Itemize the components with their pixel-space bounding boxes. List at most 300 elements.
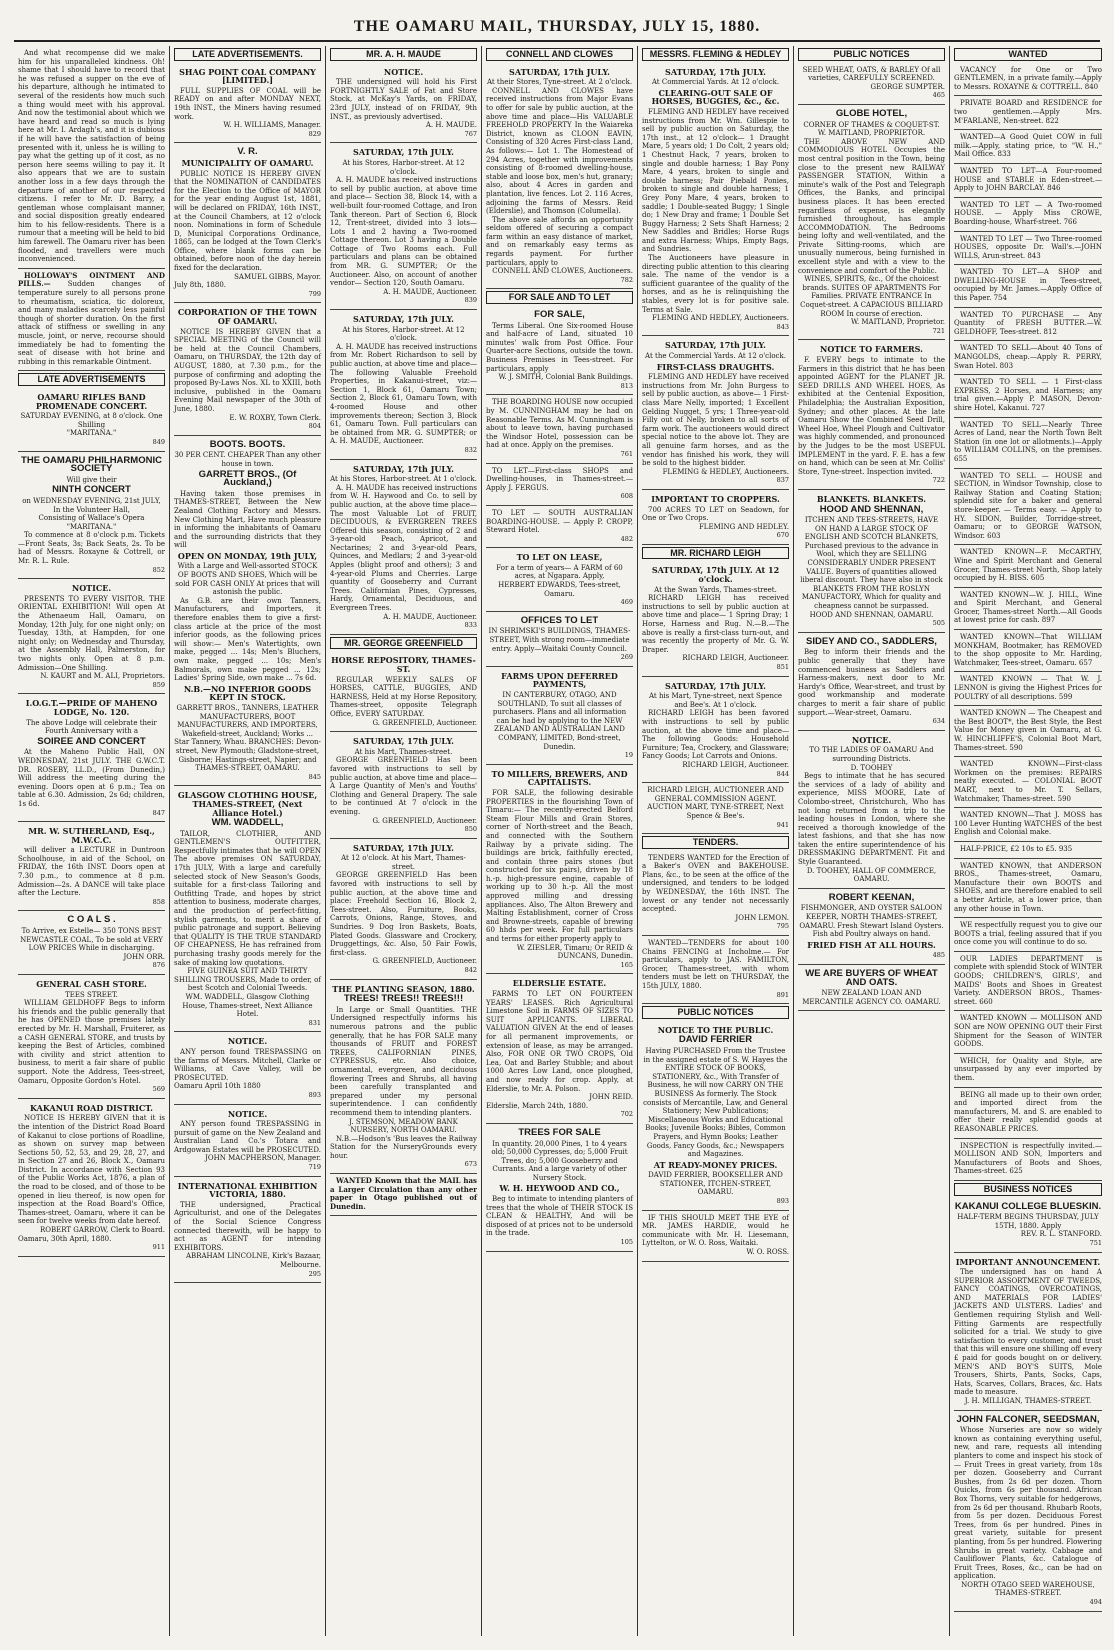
offices-heading: OFFICES TO LET xyxy=(520,614,599,626)
leigh-agent-ad xyxy=(642,783,789,834)
maude-notice-text: THE undersigned will hold his First FORTNIGHTLY SALE of Fat and Store Stock, at McKay's Yards, on FRIDAY, 23rd JULY, instead of on FRIDAY, 9th INST., as previously advertised. xyxy=(330,78,477,121)
cash-store-street: TEES STREET. xyxy=(65,990,118,999)
ferrier-name: DAVID FERRIER xyxy=(678,1034,753,1046)
ad-number: 465 xyxy=(932,91,945,100)
column-5 xyxy=(638,46,794,1636)
ad-number: 893 xyxy=(776,1197,789,1206)
sale-place: At the Swan Yards, Thames-street. xyxy=(654,585,777,594)
maude-signature: A. H. MAUDE. xyxy=(425,121,477,130)
sidey-name: SIDEY AND CO., SADDLERS, xyxy=(806,635,937,647)
elderslie-ad xyxy=(486,974,633,1124)
kakanui-college-ad xyxy=(954,1198,1102,1253)
garrett-text: Having taken those premises in THAMES-STREET, Between the New Zealand Clothing Factory and Messrs. New Clothing Mart, Have much pleasure in informing the inhabitants of Oamaru and the surrounding districts that they will xyxy=(174,489,321,550)
sale-place: At his Stores, Harbor-street. At 12 o'clock. xyxy=(342,325,465,343)
farms-text: IN CANTERBURY, OTAGO, AND SOUTHLAND, To suit all classes of purchasers. Plans and all information can be had by applying to the NEW ZEALAND AND AUSTRALIAN LAND COMPANY, LIMITED, Bond-street, Dunedin. xyxy=(492,691,627,751)
leigh-sale-1 xyxy=(642,561,789,676)
wanted-list xyxy=(954,63,1102,1181)
glasgow-signature: WM. WADDELL, Glasgow Clothing House, Thames-street, Next Alliance Hotel. xyxy=(182,992,313,1019)
ad-number: 482 xyxy=(620,534,633,543)
ad-number: 941 xyxy=(776,820,789,829)
ad-number: 19 xyxy=(624,751,633,760)
seed-signature: GEORGE SUMPTER. xyxy=(870,82,945,91)
cash-store-text: WILLIAM GELDHOFF Begs to inform his friends and the public generally that he has OPENED those premises lately erected by Mr. H. Marshall, Fruiterer, as a CASH GENERAL STORE, and trusts by keeping the Best of Articles, combined with civility and strict attention to business, to merit a fair share of public support. Note the Address, Tees-street, Oamaru, Opposite Gordon's Hotel. xyxy=(18,999,165,1085)
lease-heading: TO LET ON LEASE, xyxy=(516,552,603,563)
farmers-heading: NOTICE TO FARMERS. xyxy=(820,344,923,355)
trespass-text: ANY person found TRESPASSING in pursuit of game on the New Zealand and Australian Land Co.'s Totara and Ardgowan Estates will be PROSECUTED. xyxy=(174,1120,321,1154)
corporation-signature: E. W. ROXBY, Town Clerk. xyxy=(229,413,321,422)
trees-text-2: Beg to intimate to intending planters of trees that the whole of THEIR STOCK IS CLEAN & HEALTHY, And will be disposed of at prices not to be undersold in the trade. xyxy=(486,1195,633,1238)
masthead: THE OAMARU MAIL, THURSDAY, JULY 15, 1880. xyxy=(14,14,1100,42)
hardie-notice xyxy=(642,1211,789,1262)
garrett-prices: As G.B. are their own Tanners, Manufacturers, and Importers, it therefore enables them to give a first-class article at the price of the most inferior goods, as the following prices will show:— Men's Watertights, own make, pegged ... 14s; Men's Bluchers, own make, pegged ... 10s; Men's Balmorals, own make pegged ... 12s; Ladies' Spring Side, own make ... 7s 6d. xyxy=(174,596,321,683)
section-public-notices-2: PUBLIC NOTICES xyxy=(798,48,945,61)
oriental-exhibition-ad xyxy=(18,579,165,694)
municipality-date: July 8th, 1880. xyxy=(174,281,226,290)
sale-text: RICHARD LEIGH has received instructions to sell by public auction at above time and place— 1 Spring Dray; 1 Horse, Harness and Rug. N.—B.—The above is really a first-class turn-out, and was recently the property of Mr. G. W. Draper. xyxy=(642,594,789,654)
sale-date: SATURDAY, 17th JULY. At 12 o'clock. xyxy=(651,565,780,585)
to-let-text: TO LET — SOUTH AUSTRALIAN BOARDING-HOUSE. — Apply P. CROPP, Steward Hotel. xyxy=(486,508,633,535)
intl-text: THE undersigned, Practical Agriculturist, and one of the Delegates of the Social Science Congress connected therewith, will be happy to act as AGENT for intending EXHIBITORS. xyxy=(174,1200,321,1252)
letter-article xyxy=(18,46,165,269)
ladies-text: TO THE LADIES OF OAMARU And surrounding Districts. xyxy=(809,746,934,763)
ferrier-sub: NOTICE TO THE PUBLIC. xyxy=(657,1024,774,1035)
iogt-heading: I.O.G.T.—PRIDE OF MAHENO LODGE, No. 120. xyxy=(25,698,158,717)
to-let-ad-2 xyxy=(486,506,633,548)
cash-store-ad xyxy=(18,975,165,1099)
planting-signature: J. STEMSON, MEADOW BANK NURSERY, NORTH OAMARU. xyxy=(349,1117,458,1135)
trespass-signature: JOHN MACPHERSON, Manager. xyxy=(205,1154,321,1163)
section-leigh: MR. RICHARD LEIGH xyxy=(642,547,789,560)
offices-ad xyxy=(486,612,633,667)
ad-number: 673 xyxy=(464,1160,477,1169)
college-signature: REV. R. L. STANFORD. xyxy=(1020,1230,1102,1239)
sale-text: A. H. MAUDE has received instructions to sell by public auction, at above time and place— Section 38, Block 14, with a well-built four-roomed Cottage, and Iron Tank thereon. Part of Section 6, Block 12, Trent-street, divided into 3 lots— Lots 1 and 2 having a Two-roomed Cottage thereon. Lot 3 having a Double Cottage of Two Rooms each. Full particulars and plans can be obtained from MR. G. SUMPTER; Or the Auctioneer. Also, on account of another vendor— Section 120, South Oamaru. xyxy=(330,176,477,288)
glasgow-text: TAILOR, CLOTHIER, AND GENTLEMEN'S OUTFITTER, Respectfully intimates that he will OPEN The above premises ON SATURDAY, 17th JULY, With a large and carefully selected stock of New Season's Goods, suitable for a first-class Tailoring and Outfitting Trade, and hopes by strict attention to business, moderate charges, and the production of perfect-fitting, stylish garments, to merit a share of public patronage and support. Believing that QUALITY IS THE TRUE STANDARD OF CHEAPNESS, He has refrained from purchasing trashy goods merely for the sake of making low quotations. xyxy=(174,829,321,967)
glasgow-suit: FIVE GUINEA SUIT AND THIRTY SHILLING TROUSERS, Made to order, of best Scotch and Colonial Tweeds. xyxy=(174,967,321,993)
ladies-name: D. TOOHEY xyxy=(850,763,893,772)
ferrier-text: Having PURCHASED From the Trustee in the assigned estate of S. W. Hayes the ENTIRE STOCK OF BOOKS, STATIONERY, &c., With Transfer of Business, he will now CARRY ON THE BUSINESS As formerly. The Stock consists of Mercantile, Law, and General Stationery; New Publications; Miscellaneous Works and Educational Books; Juvenile Books; Bibles, Common Prayers, and Hymn Books; Leather Goods, Fancy Goods, &c.; Newspapers and Magazines. xyxy=(643,1046,788,1159)
maude-sale-2 xyxy=(330,310,477,460)
greenfield-sale-1 xyxy=(330,732,477,839)
to-let-ad xyxy=(486,464,633,506)
coals-signature: JOHN ORR. xyxy=(123,952,165,961)
blankets-name: HOOD AND SHENNAN, xyxy=(819,503,924,515)
trees-for-sale-ad xyxy=(486,1124,633,1252)
philharmonic-heading: THE OAMARU PHILHARMONIC SOCIETY xyxy=(21,454,162,475)
ladies-heading: NOTICE. xyxy=(851,734,892,745)
globe-signature: W. MAITLAND, Proprietor. xyxy=(850,318,945,327)
shag-text: FULL SUPPLIES OF COAL will be READY on and after MONDAY NEXT, 19th INST., the Miners having resumed work. xyxy=(174,86,321,121)
cash-store-heading: GENERAL CASH STORE. xyxy=(36,979,147,989)
corporation-text: NOTICE IS HEREBY GIVEN that a SPECIAL MEETING of the Council will be held at the Council Chambers, Oamaru, on THURSDAY, the 12th day of AUGUST, 1880, at 7.30 p.m., for the purpose of confirming and adopting the proposed By-Laws Nos. XL to XXIII, both inclusive, published in the Oamaru Evening Mail newspaper of the 30th of June, 1880. xyxy=(174,327,321,413)
offices-text: IN SHRIMSKI'S BUILDINGS, THAMES-STREET, With strong room—immediate entry. Apply—Waitaki County Council. xyxy=(488,627,631,653)
ad-number: 105 xyxy=(620,1238,633,1247)
globe-address: CORNER OF THAMES & COQUET-ST. xyxy=(803,120,940,129)
wanted-item: WHICH, for Quality and Style, are unsurpassed by any ever imported by them. xyxy=(954,1054,1102,1088)
planting-trees: TREES! TREES!! TREES!!! xyxy=(343,993,464,1005)
glasgow-clothing-ad xyxy=(174,786,321,1032)
wanted-item: WANTED—A Good Quiet COW in full milk.—Apply, stating price, to "W. H.," Mail Office. 833 xyxy=(954,130,1102,164)
sale-date: SATURDAY, 17th JULY. xyxy=(353,147,454,158)
millers-text: FOR SALE, the following desirable PROPERTIES in the flourishing Town of Timaru:— The recently-erected Belford Steam Flour Mills and Grain Stores, corner of North-street and the Beach, and connected with the Southern Railway by a private siding. The buildings are brick, faithfully erected, and contain three pairs stones (but constructed for six pairs), driven by 18 h.-p. high-pressure engine, capable of working up to 30 h.-p. All the most approved milling and dressing appliances. Also, The Alton Brewery and Malting Establishment, corner of Cross and Browne-streets, capable of brewing 60 hhds per week. For full particulars and terms for either property apply to xyxy=(486,788,633,944)
maude-notice-heading: NOTICE. xyxy=(383,66,424,77)
rifles-show: "MARITANA." xyxy=(66,429,117,438)
sale-signature: G. GREENFIELD, Auctioneer. xyxy=(372,957,477,966)
greenfield-sale-2 xyxy=(330,839,477,980)
milligan-text: The undersigned has on hand A SUPERIOR ASSORTMENT OF TWEEDS, FANCY COATINGS, OVERCOATINGS, AND MATERIALS FOR LADIES' JACKETS AND ULSTERS. Ladies' and Gentlemen requiring Stylish and Well-Fitting Garments are respectfully solicited for a trial. We study to give satisfaction to every customer, and trust that this will ensure one shilling off every £ paid for goods bought on or delivery. MEN'S AND BOY'S SUITS, Mole Trousers, Shirts, Pants, Socks, Caps, Hats, Scarves, Collars, Braces, &c. Hats made to measure. xyxy=(954,1268,1102,1397)
boarding-house-ad xyxy=(486,395,633,463)
farmers-text: F. EVERY begs to intimate to the Farmers in this district that he has been appointed AGENT for the PLANET JR. SEED DRILLS AND WHEEL HOES, As exhibited at the Centenial Exposition, Philadelphia; the Australian Exposition, Sydney; and other places. At the late Oamaru Show the Combined Seed Drill, Wheel Hoe, Wheel Plough and Cultivator was highly commended, and pronounced by the Judges to be the most USEFUL IMPLEMENT in the yard. F. E. has a few on hand, which can be seen at Mr. Collis' Store, Tyne-street. Inspection invited. xyxy=(798,356,945,476)
ladies-notice-ad xyxy=(798,731,945,889)
wanted-item: PRIVATE BOARD and RESIDENCE for two gentlemen.—Apply Mrs. M'FARLANE, Nen-street. 822 xyxy=(954,96,1102,130)
wanted-item: VACANCY for One or Two GENTLEMEN, in a private family.—Apply to Messrs. ROXAYNE & COTTRELL. 840 xyxy=(954,63,1102,97)
sale-place: At their Stores, Tyne-street. At 2 o'clock. xyxy=(486,78,633,87)
buyers-ad xyxy=(798,965,945,1011)
ad-number: 845 xyxy=(308,772,321,781)
tender-text: TENDERS WANTED for the Erection of a Baker's OVEN and BAKEHOUSE. Plans, &c., to be seen at the office of the undersigned, and tenders to be lodged by WEDNESDAY, the 16th INST. The lowest or any tender not necessarily accepted. xyxy=(642,853,789,914)
glasgow-heading: GLASGOW CLOTHING HOUSE, THAMES-STREET, (Next Alliance Hotel.) xyxy=(177,790,318,818)
trespass-ad-2 xyxy=(174,1105,321,1177)
ad-number: 876 xyxy=(152,961,165,970)
section-fleming: MESSRS. FLEMING & HEDLEY xyxy=(642,48,789,61)
kakanui-road-ad xyxy=(18,1099,165,1257)
corporation-ad xyxy=(174,303,321,435)
for-sale-ad xyxy=(486,306,633,395)
connell-sale xyxy=(486,63,633,290)
for-sale-signature: W. J. SMITH, Colonial Bank Buildings. xyxy=(498,373,633,382)
buyers-signature: NEW ZEALAND LOAN AND MERCANTILE AGENCY CO. OAMARU. xyxy=(802,989,941,1006)
boarding-text: THE BOARDING HOUSE now occupied by M. CUNNINGHAM may be had on Reasonable Terms. As M. Cunningham is about to leave town, having purchased the Windsor Hotel, possession can be had at once. Apply on the premises. xyxy=(486,398,633,450)
ad-number: 767 xyxy=(464,129,477,138)
sale-date: SATURDAY, 17th JULY. xyxy=(509,66,610,77)
ad-number: 893 xyxy=(308,1090,321,1099)
ad-number: 833 xyxy=(464,621,477,630)
elderslie-signature: JOHN REID. xyxy=(589,1093,633,1102)
keenan-fried-fish: FRIED FISH AT ALL HOURS. xyxy=(807,939,936,950)
blankets-signature: HOOD AND SHENNAN, OAMARU. xyxy=(809,610,934,619)
coals-heading: C O A L S . xyxy=(67,914,116,926)
coals-text: To Arrive, ex Estelle— 350 TONS BEST NEWCASTLE COAL, To be sold at VERY LOW PRICES While in discharging. xyxy=(20,927,163,953)
ad-number: 832 xyxy=(464,445,477,454)
trespass-heading: NOTICE. xyxy=(227,1108,268,1119)
wanted-item: WANTED TO SELL — HOUSE and SECTION, in Windsor Township, close to Railway Station and Coating Station; splendid site for a baker and general store-keeper. — Terms easy. — Apply to HY. SIDON, Builder, Torridge-street, Oamaru; or to GEORGE WATSON, Windsor. 603 xyxy=(954,469,1102,546)
columns xyxy=(14,46,1100,1636)
ad-number: 847 xyxy=(152,808,165,817)
holloway-text: Sudden changes of temperature surely to all persons prone to rheumatism, sciatica, tic doloreux, and many maladies scarcely less painful though of shorter duration. On the first attack of stiffness or swelling in any muscle, joint, or nerve, recourse should immediately be had to fomenting the seat of disease with hot brine and rubbing in this remarkable Ointment. xyxy=(18,280,165,366)
corporation-heading: CORPORATION OF THE TOWN OF OAMARU. xyxy=(177,307,318,327)
kakanui-heading: KAKANUI ROAD DISTRICT. xyxy=(30,1102,153,1113)
ferrier-ad xyxy=(642,1021,789,1211)
wanted-item: WANTED KNOWN—F. McCARTHY, Wine and Spirit Merchant and General Grocer, Thames-street North, Shop lately occupied by H. BISS. 605 xyxy=(954,545,1102,587)
ladies-signature: D. TOOHEY, HALL OF COMMERCE, OAMARU. xyxy=(806,866,937,884)
circulation-text: WANTED Known that the MAIL has a Larger Circulation than any other paper in Otago published out of Dunedin. xyxy=(330,1176,477,1211)
section-tenders: TENDERS. xyxy=(642,836,789,849)
sale-text: CONNELL AND CLOWES have received instructions from Major Evans to offer for sale by public auction, at the above time and place—His VALUABLE FREEHOLD PROPERTY In the Waiareka District, known as CLOON EAVIN, Consisting of 320 Acres First-class Land, As follows:— Lot 1. The Homestead of 294 Acres, together with improvements consisting of 8-roomed dwelling-house, stable and loose box, men's hut, granary; also, about 4 Acres in garden and plantation, live fences. Lot 2. 116 Acres, adjoining the farms of Messrs. Reid (Elderslie), and Thomson (Columella). xyxy=(486,86,633,216)
garrett-signature: GARRETT BROS., TANNERS, LEATHER MANUFACTURERS, BOOT MANUFACTURERS, AND IMPORTERS, Wakefield-street, Auckland; Works ... Star Tannery, Whau. BRANCHES: Devon-street, New Plymouth; Gladstone-street, Gisborne; Hastings-street, Napier; and THAMES-STREET, OAMARU. xyxy=(174,703,321,773)
wanted-item: WANTED KNOWN — That W. J. LENNON is giving the Highest Prices for POULTRY of all descriptions. 599 xyxy=(954,672,1102,706)
holloway-ad xyxy=(18,269,165,372)
croppers-signature: FLEMING AND HEDLEY. xyxy=(698,522,789,531)
wanted-item: WANTED TO LET — A Two-roomed HOUSE. — Apply Miss CROWE, Boarding-house, Wharf-street. 766 xyxy=(954,198,1102,232)
planting-heading: THE PLANTING SEASON, 1880. xyxy=(332,983,475,994)
municipality-heading: MUNICIPALITY OF OAMARU. xyxy=(181,157,314,168)
croppers-text: 700 ACRES TO LET on Seadown, for One or Two Crops. xyxy=(642,505,789,523)
philharmonic-concert: NINTH CONCERT xyxy=(52,484,131,496)
sale-date: SATURDAY, 17th JULY. xyxy=(353,314,454,325)
falconer-text: Whose Nurseries are now so widely known as containing everything useful, new, and rare, requests all intending planters to come and inspect his stock of— Fruit Trees in great variety, from 18s per dozen. Gooseberry and Currant Bushes, from 2s 6d per dozen. Thorn Quicks, from 6s per thousand. African Box Thorns, very suitable for hedgerows, from 2s 6d per thousand. Rhubarb Roots, from 5s per dozen. Deciduous Forest Trees, from 6s per hundred. Pines in great variety, suitable for present planting, from 5s per hundred. Flowering Shrubs in great variety. Cabbage and Cauliflower Plants, &c. Catalogue of Fruit Trees, Roses, &c., can be had on application. xyxy=(954,1426,1102,1581)
ad-number: 859 xyxy=(152,680,165,689)
philharmonic-line: Will give their xyxy=(66,475,117,484)
leigh-agent-text: RICHARD LEIGH, AUCTIONEER AND GENERAL COMMISSION AGENT. AUCTION MART, TYNE-STREET, Next Spence & Bee's. xyxy=(647,786,784,820)
garrett-bros-ad xyxy=(174,436,321,787)
section-connell: CONNELL AND CLOWES xyxy=(486,48,633,61)
boots-heading: BOOTS. BOOTS. xyxy=(209,438,286,450)
kakanui-date: Oamaru, 30th April, 1880. xyxy=(18,1234,112,1243)
college-heading: KAKANUI COLLEGE BLUESKIN. xyxy=(954,1200,1102,1212)
wanted-item: WANTED TO LET—A SHOP and DWELLING-HOUSE in Tees-street, occupied by Mr. James.—Apply Office of this Paper. 754 xyxy=(954,265,1102,307)
lecture-heading: MR. W. SUTHERLAND, Esq., M.W.C.C. xyxy=(28,826,155,845)
coals-ad xyxy=(18,911,165,975)
philharmonic-line: Consisting of Wallace's Opera "MARITANA." xyxy=(38,514,145,531)
sale-text: RICHARD LEIGH has been favored with instructions to sell by public auction, at the above time and place—The following Goods: Household Furniture; Tea, Crockery, and Glassware; Fancy Goods; Lot Carrots and Onions. xyxy=(642,709,789,761)
iogt-text: The above Lodge will celebrate their Fourth Anniversary with a xyxy=(26,718,157,736)
planting-note: N.B.—Hodson's 'Bus leaves the Railway Station for the NurseryGrounds every hour. xyxy=(330,1134,477,1160)
ad-number: 858 xyxy=(152,897,165,906)
lecture-text: will deliver a LECTURE in Duntroon Schoolhouse, in aid of the School, on FRIDAY, the 16th INST. Doors open at 7.30 p.m., to commence at 8 p.m. Admission—2s. A DANCE will take place after the Lecture. xyxy=(18,846,165,898)
ad-number: 721 xyxy=(932,326,945,335)
ad-number: 843 xyxy=(776,322,789,331)
blankets-ad xyxy=(798,490,945,633)
sale-signature: CONNELL AND CLOWES, Auctioneers. xyxy=(492,267,633,276)
ad-number: 719 xyxy=(308,1163,321,1172)
rifles-ad xyxy=(18,388,165,452)
wanted-item: WANTED TO SELL—Nearly Three Acres of Land, near the North Town Belt Station (in one lot or allotments.)—Apply to WILLIAM COLLINS, on the premises. 655 xyxy=(954,418,1102,469)
lecture-ad xyxy=(18,822,165,911)
municipality-ad xyxy=(174,143,321,303)
ad-number: 722 xyxy=(932,476,945,485)
farmers-notice-ad xyxy=(798,340,945,490)
globe-hotel-ad xyxy=(798,105,945,340)
philharmonic-line: on WEDNESDAY EVENING, 21st JULY, In the Volunteer Hall, xyxy=(22,496,161,514)
ad-number: 829 xyxy=(308,129,321,138)
international-exhibition-ad xyxy=(174,1177,321,1284)
letter-text: And what recompense did we make him for his unparalleled kindness. Oh! shame that I should have to record that he was refused a supper on the eve of his departure, although he intimated to several of the residents how much such a thing would meet with his approval. And now the testimonial about which we have heard and read so much is lying here at Mr. I. Ardagh's, and it is dubious if he will have the satisfaction of being presented with it, unless he is willing to pay what the getting up of it cost, as no person here seems willing to pay it. It also appears that we are to sustain another loss in a few days through the departure of another of our respected citizens. I refer to Mr. D. Barry, a gentleman whose complaisant manner, and social disposition greatly endeared him to his fellow-residents. There is a rumour that a meeting will be held to bid him farewell. The Oamaru river has been flooded, and travellers were much inconvenienced. xyxy=(18,49,165,264)
shag-signature: W. H. WILLIAMS, Manager. xyxy=(223,121,321,130)
tender-text: WANTED—TENDERS for about 100 Chains FENCING at Incholme.— For particulars, apply to JAS. FAMILTON, Grocer, Thames-street, with whom tenders must be lett on THURSDAY, the 15th JULY, 1880. xyxy=(642,939,789,990)
fleming-sale-2 xyxy=(642,336,789,490)
ad-number: 751 xyxy=(1089,1238,1102,1247)
iogt-soiree: SOIREE AND CONCERT xyxy=(37,735,146,747)
wanted-item: WE respectfully request you to give our BOOTS a trial, feeling assured that if you once come you will continue to do so. xyxy=(954,918,1102,952)
ad-number: 295 xyxy=(308,1269,321,1278)
ad-number: 842 xyxy=(464,966,477,974)
column-6 xyxy=(794,46,950,1636)
ad-number: 761 xyxy=(620,449,633,458)
falconer-ad xyxy=(954,1411,1102,1612)
kakanui-signature: ROBERT GARROW, Clerk to Board. xyxy=(39,1226,165,1235)
ad-number: 837 xyxy=(776,476,789,485)
sale-signature: G. GREENFIELD, Auctioneer. xyxy=(372,816,477,825)
intl-heading: INTERNATIONAL EXHIBITION VICTORIA, 1880. xyxy=(177,1180,318,1200)
sidey-text: Beg to inform their friends and the public generally that they have commenced business as Saddlers and Harness-makers, next door to Mr. Hardy's Office, Wear-street, and trust by good workmanship and moderate charges to merit a fair share of public support.—Wear-street, Oamaru. xyxy=(798,648,945,717)
sale-signature: FLEMING & HEDLEY, Auctioneers. xyxy=(662,467,789,476)
wanted-item: WANTED TO LET — Two Three-roomed HOUSES, opposite Dr. Wall's.—JOHN WILLS, Arun-street. 843 xyxy=(954,232,1102,266)
section-for-sale: FOR SALE AND TO LET xyxy=(486,291,633,304)
column-3 xyxy=(326,46,482,1636)
garrett-open: OPEN ON MONDAY, 19th JULY, xyxy=(177,550,318,561)
ad-number: 804 xyxy=(308,422,321,431)
sale-date: SATURDAY, 17th JULY. xyxy=(353,736,454,747)
rifles-heading: OAMARU RIFLES BAND PROMENADE CONCERT. xyxy=(35,391,148,411)
philharmonic-ad xyxy=(18,452,165,580)
garrett-note: N.B.—NO INFERIOR GOODS KEPT IN STOCK. xyxy=(183,683,312,703)
trespass-text: ANY person found TRESPASSING on the farms of Messrs. Mitchell, Clarke or Williams, at Cave Valley, will be PROSECUTED. xyxy=(174,1047,321,1082)
ad-number: 795 xyxy=(776,922,789,931)
sale-text: A. H. MAUDE has received instructions from W. H. Haywood and Co. to sell by public auction, at the above time place—The most Valuable Lot of FRUIT, DECIDUOUS, & EVERGREEN TREES Offered this season, consisting of 2 and 3-year-old Peach, Apricot, and Nectarines; 2 and 3-year-old Pears, Quinces, and Medlars; 2 and 3-year-old Apples (blight proof and others); 3 and 4-year-old Plums and Cherries. Large quantity of Gooseberry and Currant Trees. Californian Pines, Cypresses, Hardy, Ornamental, Deciduous, and Evergreen Trees. xyxy=(330,483,477,613)
wanted-item: WANTED TO LET—A Four-roomed HOUSE and STABLE in Eden-street.—Apply to JOHN BARCLAY. 846 xyxy=(954,164,1102,198)
ad-number: 911 xyxy=(152,1243,165,1252)
ad-number: 839 xyxy=(464,296,477,305)
tender-signature: JOHN LEMON. xyxy=(735,913,789,922)
trespass-ad xyxy=(174,1032,321,1104)
sale-date: SATURDAY, 17th JULY. xyxy=(665,340,766,351)
ad-number: 813 xyxy=(620,381,633,390)
trees-heading: TREES FOR SALE xyxy=(518,1126,601,1138)
column-2 xyxy=(170,46,326,1636)
kakanui-text: NOTICE IS HEREBY GIVEN that it is the intention of the District Road Board of Kakanui to close portions of Roadline, as shown on survey map between Sections 50, 52, 53, and 29, 28, 27, and in Section 27 and 26, Block X., Oamaru District. In accordance with Section 93 of the Public Works Act, 1876, a plan of the road to be closed, and of those to be opened in lieu thereof, is now open for inspection at the Road Board's Office, Thames-street, Oamaru, where it can be seen for twelve weeks from date hereof. xyxy=(18,1114,165,1226)
boots-text: 30 PER CENT. CHEAPER Than any other house in town. xyxy=(174,451,321,468)
maude-sale-3 xyxy=(330,460,477,635)
ladies-text-2: Begs to intimate that he has secured the services of a lady of ability and experience, MISS MOORE, Late of Colombo-street, Christchurch, Who has not long returned from a trip to the leading houses in London, where she received a thorough knowledge of the latest fashions, and that she has now taken the entire superintendence of his DRESSMAKING DEPARTMENT. Fit and Style Guaranteed. xyxy=(798,772,945,867)
farms-heading: FARMS UPON DEFERRED PAYMENTS, xyxy=(501,670,618,690)
section-business-notices: BUSINESS NOTICES xyxy=(954,1183,1102,1196)
ad-number: 608 xyxy=(620,492,633,501)
sale-sub: FIRST-CLASS DRAUGHTS. xyxy=(656,361,775,372)
sale-place: At his Mart, Tyne-street, next Spence and Bee's. At 1 o'clock. xyxy=(648,692,783,709)
croppers-ad xyxy=(642,490,789,545)
seed-text: SEED WHEAT, OATS, & BARLEY Of all varieties, CAREFULLY SCREENED. xyxy=(802,65,941,83)
section-late-ads-2: LATE ADVERTISEMENTS. xyxy=(174,48,321,61)
sale-place: At his Mart, Thames-street. xyxy=(354,747,453,756)
keenan-ad xyxy=(798,889,945,965)
vr-crest: V. R. xyxy=(237,146,258,158)
wanted-item: WANTED TO SELL—About 40 Tons of MANGOLDS, cheap.—Apply R. PERRY, Swan Hotel. 803 xyxy=(954,341,1102,375)
tender-ad-1 xyxy=(642,851,789,936)
sale-signature: FLEMING AND HEDLEY, Auctioneers. xyxy=(652,314,789,323)
falconer-name: JOHN FALCONER, SEEDSMAN, xyxy=(956,1413,1100,1425)
fleming-sale-1 xyxy=(642,63,789,337)
croppers-heading: IMPORTANT TO CROPPERS. xyxy=(651,493,780,504)
glasgow-name: WM. WADDELL, xyxy=(211,817,284,829)
sale-text: FLEMING AND HEDLEY have received instructions from Mr. John Burgess to sell by public auction, as above— 1 First-class Mare Nelly, imported; 1 Excellent Gelding Nugget, 5 yrs; 1 Three-year-old Filly out of Nelly, broken to all sorts of farm work. The auctioneers would direct special notice to the above lot. They are all genuine farm horses, and as the vendor has finished his work, they will be sold to the highest bidder. xyxy=(642,373,789,468)
sale-date: SATURDAY, 17th JULY. xyxy=(353,842,454,853)
garrett-stock: With a Large and Well-assorted STOCK OF BOOTS AND SHOES, Which will be sold FOR CASH ONLY At prices that will astonish the public. xyxy=(175,562,320,597)
wanted-item: WANTED KNOWN—That J. MOSS has 100 Lever Hunting WATCHES of the best English and Colonial make. xyxy=(954,808,1102,842)
wanted-item: WANTED KNOWN—That WILLIAM MONKHAM, Bootmaker, has REMOVED to the shop opposite to Mr. Harding, Watchmaker, Tees-street, Oamaru. 657 xyxy=(954,630,1102,672)
ad-number: 850 xyxy=(464,825,477,834)
globe-features: WINES, SPIRITS, &c., Of the choicest brands. SUITES OF APARTMENTS For Families. PRIVATE ENTRANCE In Coquet-street. A CAPACIOUS BILLIARD ROOM In course of erection. xyxy=(800,275,943,318)
sale-place: At the Commercial Yards. At 12 o'clock. xyxy=(645,352,786,360)
falconer-signature: NORTH OTAGO SEED WAREHOUSE, THAMES-STREET. xyxy=(961,1580,1095,1598)
wanted-item: WANTED KNOWN — The Cheapest and the Best BOOT*, the Best Style, the Best Value for Money given in Oamaru, at G. W. HINCHLIFFE'S, Colonial Boot Mart, Thames-street. 590 xyxy=(954,706,1102,757)
ad-number: 634 xyxy=(932,717,945,726)
notice-heading: NOTICE. xyxy=(71,583,112,594)
milligan-heading: IMPORTANT ANNOUNCEMENT. xyxy=(955,1256,1101,1267)
trees-text: In quantity. 20,000 Pines, 1 to 4 years old; 50,000 Cypresses, do; 5,000 Fruit Trees, do; 5,000 Gooseberry and Currants. And a large variety of other Nursery Stock. xyxy=(491,1139,628,1182)
sidey-ad xyxy=(798,633,945,731)
ad-number: 494 xyxy=(1089,1598,1102,1607)
wanted-item: WANTED KNOWN, that ANDERSON BROS., Thames-street, Oamaru, Manufacture their own BOOTS and SHOES, and are therefore enabled to sell a better Article, at a lower price, than any other house in Town. xyxy=(954,859,1102,919)
ad-number: 844 xyxy=(776,769,789,778)
sale-date: SATURDAY, 17th JULY. xyxy=(665,680,766,691)
sale-text: GEORGE GREENFIELD Has been favored with instructions to sell by public auction, at above time and place— A Large Quantity of Men's and Youths' Clothing and General Drapery. The sale to be continued At 7 o'clock in the evening. xyxy=(330,756,477,816)
ad-number: 505 xyxy=(932,619,945,628)
wanted-item: BEING all made up to their own order, and imported direct from the manufacturers, M. and S. are enabled to offer their really splendid goods at REASONABLE PRICES. xyxy=(954,1088,1102,1139)
section-maude: MR. A. H. MAUDE xyxy=(330,48,477,61)
ad-number: 849 xyxy=(152,437,165,446)
municipality-signature: SAMUEL GIBBS, Mayor. xyxy=(234,272,321,281)
globe-proprietor: W. MAITLAND, PROPRIETOR. xyxy=(817,129,926,138)
ad-number: 469 xyxy=(620,598,633,607)
ad-number: 851 xyxy=(776,663,789,671)
planting-text: In Large or Small Quantities. THE Undersigned respectfully informs his numerous patrons and the public generally, that he has FOR SALE many thousands of FRUIT and FOREST TREES, CALIFORNIAN PINES, CYPRESSUS, etc. Also choice, ornamental, evergreen, and deciduous flowering Trees and Shrubs, all having been carefully transplanted and prepared under my personal superintendence. I can confidently recommend them to intending planters. xyxy=(330,1005,477,1117)
greenfield-signature: G. GREENFIELD, Auctioneer. xyxy=(372,718,477,727)
mail-circulation-ad xyxy=(330,1174,477,1216)
millers-ad xyxy=(486,765,633,975)
wanted-item: OUR LADIES DEPARTMENT is complete with splendid Stock of WINTER GOODS; CHILDREN'S, GIRLS', and MAIDS' Boots and Shoes in Greatest Variety. ANDERSON BROS., Thames-street. 660 xyxy=(954,952,1102,1012)
blankets-heading: BLANKETS. BLANKETS. xyxy=(816,493,927,504)
lease-ad xyxy=(486,548,633,612)
leigh-sale-2 xyxy=(642,677,789,784)
wanted-item: WANTED KNOWN — MOLLISON AND SON are NOW OPENING OUT their First Shipment for the Season of WINTER GOODS. xyxy=(954,1011,1102,1053)
lease-text: For a term of years— A FARM of 60 acres, at Ngapara. Apply, xyxy=(496,563,623,581)
greenfield-sub: HORSE REPOSITORY, THAMES-ST. xyxy=(331,655,476,674)
trees-signature: W. H. HEYWOOD AND CO., xyxy=(499,1183,620,1194)
ad-number: 485 xyxy=(932,951,945,960)
section-late-ads: LATE ADVERTISEMENTS xyxy=(18,373,165,386)
sale-signature: RICHARD LEIGH, Auctioneer. xyxy=(682,760,789,769)
sale-text-2: The above sale affords an opportunity seldom offered of securing a compact farm within an easy distance of market, and on remarkably easy terms as regards payment. For further particulars, apply to xyxy=(486,215,633,267)
seed-wheat-ad xyxy=(798,63,945,105)
wanted-item: WANTED TO PURCHASE — Any Quantity of FRESH BUTTER.—W. GELDHOFF, Tees-street. 812 xyxy=(954,308,1102,342)
column-1 xyxy=(14,46,170,1636)
holloway-label: HOLLOWAY'S OINTMENT AND PILLS.— xyxy=(18,270,165,289)
iogt-details: At the Maheno Public Hall, ON WEDNESDAY, 21st JULY. THE G.W.C.T. DR. ROSEBY, LL.D., (From Dunedin,) Will address the meeting during the evening. Doors open at 6 p.m.; Tea on table at 6.30. Admission, 2s 6d; children, 1s 6d. xyxy=(18,748,165,808)
elderslie-heading: ELDERSLIE ESTATE. xyxy=(512,978,607,989)
blankets-text: ITCHEN AND TEES-STREETS, HAVE ON HAND A LARGE STOCK OF ENGLISH AND SCOTCH BLANKETS, Purchased previous to the advance in Wool, which they are SELLING CONSIDERABLY UNDER PRESENT VALUE. Buyers of quantities allowed liberal discount. They have also in stock BLANKETS FROM THE ROSLYN MANUFACTORY, Which for quality and cheapness cannot be surpassed. xyxy=(800,516,943,611)
trespass-date: Oamaru April 10th 1880 xyxy=(174,1082,261,1091)
ad-number: 569 xyxy=(152,1085,165,1094)
elderslie-text: FARMS TO LET ON FOURTEEN YEARS' LEASES. Rich Agricultural Limestone Soil in FARMS OF SIZES TO SUIT APPLICANTS. LIBERAL VALUATION GIVEN At the end of leases for all permanent improvements, or extension of lease, as may be arranged. Also, FOR ONE OR TWO CROPS, Old Lea, Oat and Barley Stubble; and about 1000 Acres Low Land, once ploughed, and now ready for crop. Apply, at Elderslie, to Mr. A. Polson. xyxy=(486,990,633,1093)
iogt-ad xyxy=(18,694,165,822)
lease-signature: HERBERT EDWARDS, Tees-street, Oamaru. xyxy=(498,581,621,598)
ad-number: 782 xyxy=(620,275,633,284)
milligan-signature: J. H. MILLIGAN, THAMES-STREET. xyxy=(964,1397,1092,1405)
rifles-text: SATURDAY EVENING, at 8 o'clock. One Shilling xyxy=(20,412,163,429)
to-let-text: TO LET—First-class SHOPS and Dwelling-houses, in Thames-street.—Apply J. FERGUS. xyxy=(486,466,633,492)
sale-place: At his Stores, Harbor-street. At 12 o'clock. xyxy=(342,158,465,176)
farms-deferred-ad xyxy=(486,667,633,765)
municipality-text: PUBLIC NOTICE IS HEREBY GIVEN that the NOMINATION of CANDIDATES for the Election to the Office of MAYOR for the year ending August 1st, 1881, will be declared on FRIDAY, 16th INST., at the Council Chambers, at 12 o'clock noon. Nominations in form of Schedule D, Municipal Corporations Ordinance, 1865, can be lodged at the Town Clerk's Office, where blank forms can be obtained, before noon of the day herein fixed for the declaration. xyxy=(174,169,321,273)
sale-place: At his Stores, Harbor-street. At 1 o'clock. xyxy=(330,475,477,484)
section-greenfield: MR. GEORGE GREENFIELD xyxy=(330,637,477,650)
ad-number: 852 xyxy=(152,565,165,574)
sale-place: At Commercial Yards. At 12 o'clock. xyxy=(651,78,780,87)
ad-number: 891 xyxy=(776,990,789,999)
keenan-text: FISHMONGER, AND OYSTER SALOON KEEPER, NORTH THAMES-STREET, OAMARU. Fresh Stewart Island Oysters. Fish abd Poultry always on hand. xyxy=(799,904,944,939)
ad-number: 269 xyxy=(620,653,633,662)
ad-number: 702 xyxy=(620,1110,633,1119)
